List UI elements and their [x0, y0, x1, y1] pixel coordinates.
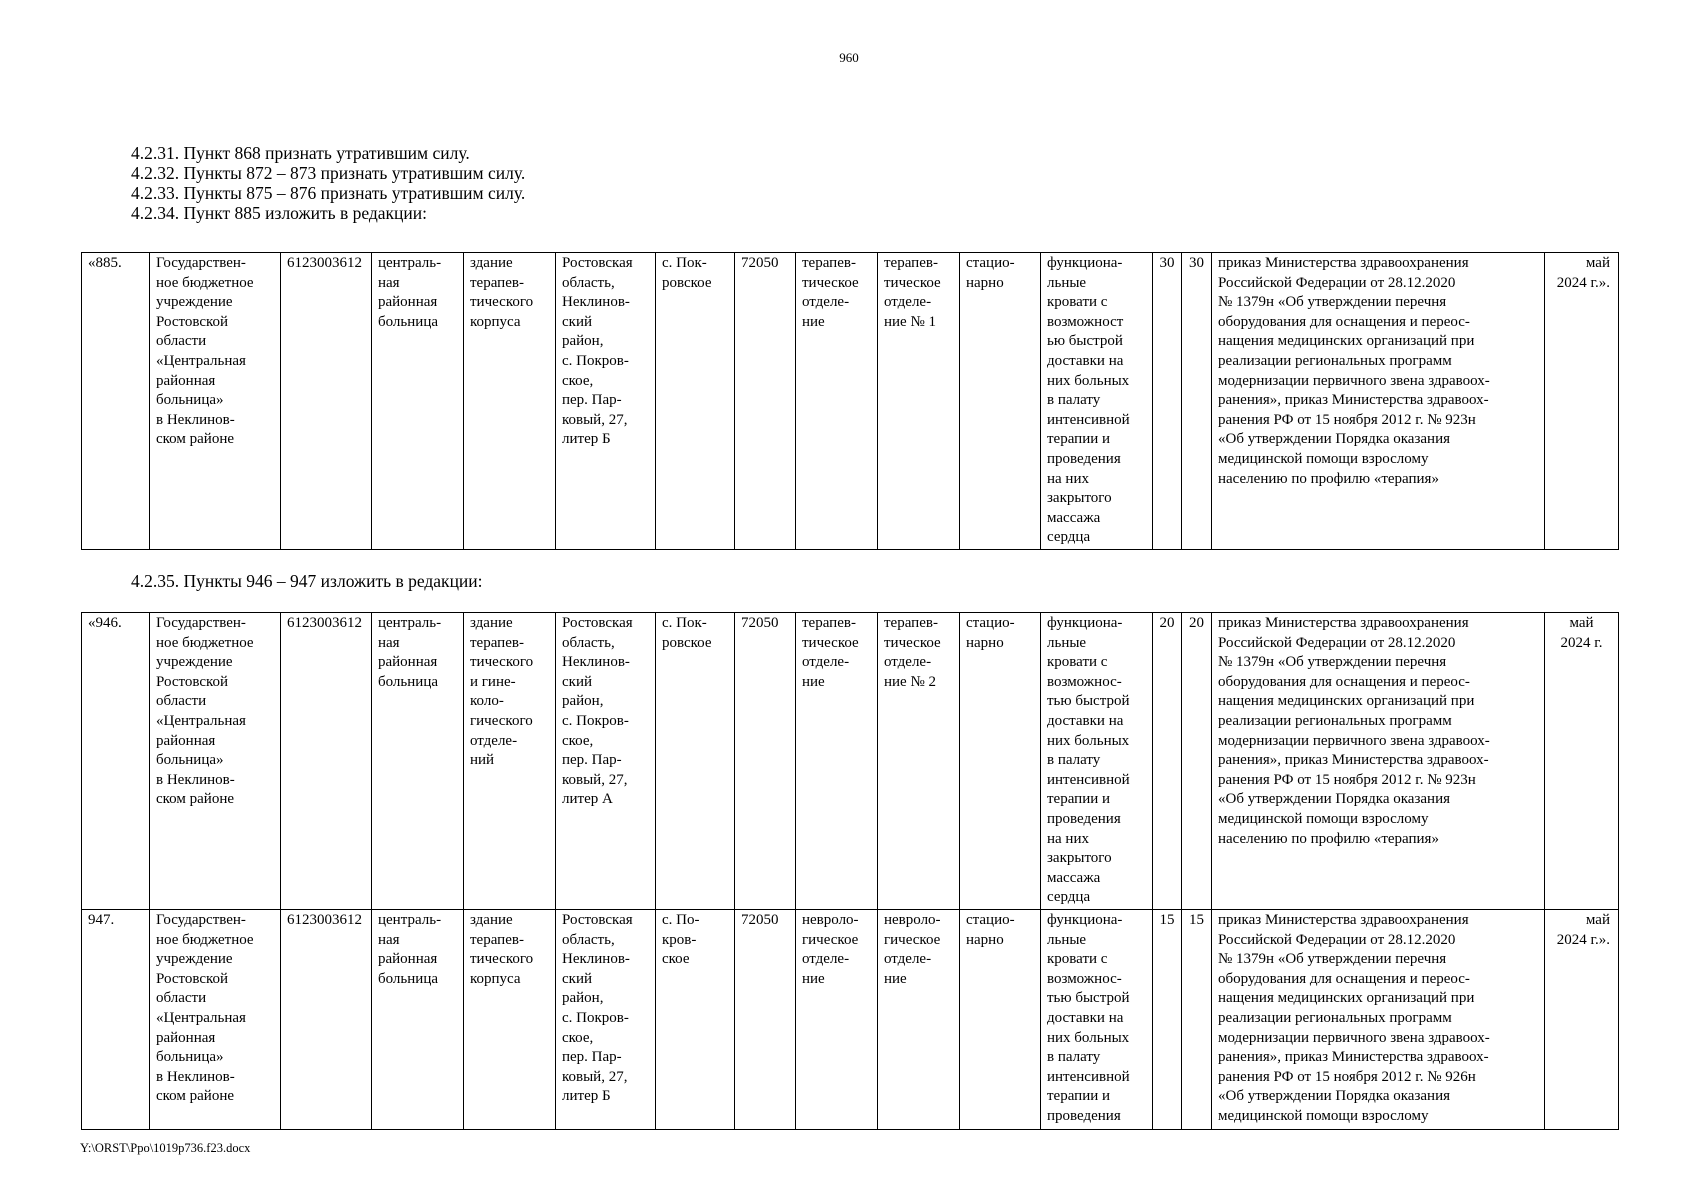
amendment-item: 4.2.34. Пункт 885 изложить в редакции:: [131, 203, 428, 223]
cell-deadline: май 2024 г.».: [1545, 253, 1619, 550]
cell-facility-type: централь- ная районная больница: [372, 613, 464, 910]
cell-equipment: функциона- льные кровати с возможност ью быстрой доставки на них больных в палату интенсивной терапии и проведения на них закрытого массажа сердца: [1041, 253, 1153, 550]
cell-quantity: 20: [1182, 613, 1212, 910]
cell-code: 72050: [735, 613, 796, 910]
cell-code: 72050: [735, 910, 796, 1130]
cell-quantity: 30: [1182, 253, 1212, 550]
cell-locality: с. Пок- ровское: [656, 253, 735, 550]
amendment-item: 4.2.32. Пункты 872 – 873 признать утратившим силу.: [131, 163, 526, 183]
cell-unit: невроло- гическое отделе- ние: [878, 910, 960, 1130]
cell-deadline: май 2024 г.».: [1545, 910, 1619, 1130]
cell-unit: терапев- тическое отделе- ние № 1: [878, 253, 960, 550]
cell-number: «885.: [82, 253, 150, 550]
cell-facility-type: централь- ная районная больница: [372, 253, 464, 550]
cell-unit: терапев- тическое отделе- ние № 2: [878, 613, 960, 910]
cell-care-form: стацио- нарно: [960, 910, 1041, 1130]
cell-organization: Государствен- ное бюджетное учреждение Ростовской области «Центральная районная больница» в Неклинов- ском районе: [150, 910, 281, 1130]
cell-address: Ростовская область, Неклинов- ский район, с. Покров- ское, пер. Пар- ковый, 27, литер Б: [556, 253, 656, 550]
cell-number: «946.: [82, 613, 150, 910]
table-row: [82, 253, 1619, 550]
cell-quantity: 30: [1153, 253, 1182, 550]
amendment-item: 4.2.31. Пункт 868 признать утратившим силу.: [131, 143, 470, 163]
cell-organization: Государствен- ное бюджетное учреждение Ростовской области «Центральная районная больница» в Неклинов- ском районе: [150, 613, 281, 910]
cell-address: Ростовская область, Неклинов- ский район, с. Покров- ское, пер. Пар- ковый, 27, литер Б: [556, 910, 656, 1130]
cell-profile: терапев- тическое отделе- ние: [796, 253, 878, 550]
table-row: [82, 910, 1619, 1130]
cell-number: 947.: [82, 910, 150, 1130]
cell-building: здание терапев- тического и гине- коло- гического отделе- ний: [464, 613, 556, 910]
cell-quantity: 15: [1182, 910, 1212, 1130]
cell-organization: Государствен- ное бюджетное учреждение Ростовской области «Центральная районная больница» в Неклинов- ском районе: [150, 253, 281, 550]
amendment-item: 4.2.35. Пункты 946 – 947 изложить в редакции:: [131, 571, 483, 591]
cell-address: Ростовская область, Неклинов- ский район, с. Покров- ское, пер. Пар- ковый, 27, литер А: [556, 613, 656, 910]
cell-legal-basis: приказ Министерства здравоохранения Российской Федерации от 28.12.2020 № 1379н «Об утверждении перечня оборудования для оснащения и переос- нащения медицинских организаций при реализации региональных программ модернизации первичного звена здравоох- ранения», приказ Министерства здравоох- ранения РФ от 15 ноября 2012 г. № 923н «Об утверждении Порядка оказания медицинской помощи взрослому населению по профилю «терапия»: [1212, 253, 1545, 550]
cell-inn: 6123003612: [281, 253, 372, 550]
amendment-items: [131, 143, 525, 223]
cell-code: 72050: [735, 253, 796, 550]
cell-care-form: стацио- нарно: [960, 613, 1041, 910]
cell-quantity: 20: [1153, 613, 1182, 910]
cell-building: здание терапев- тического корпуса: [464, 910, 556, 1130]
table-row: [82, 613, 1619, 910]
table-item-885: [81, 252, 1619, 550]
cell-legal-basis: приказ Министерства здравоохранения Российской Федерации от 28.12.2020 № 1379н «Об утверждении перечня оборудования для оснащения и переос- нащения медицинских организаций при реализации региональных программ модернизации первичного звена здравоох- ранения», приказ Министерства здравоох- ранения РФ от 15 ноября 2012 г. № 926н «Об утверждении Порядка оказания медицинской помощи взрослому: [1212, 910, 1545, 1130]
cell-quantity: 15: [1153, 910, 1182, 1130]
cell-profile: терапев- тическое отделе- ние: [796, 613, 878, 910]
cell-equipment: функциона- льные кровати с возможнос- тью быстрой доставки на них больных в палату интенсивной терапии и проведения на них закрытого массажа сердца: [1041, 613, 1153, 910]
table-items-946-947: [81, 612, 1619, 1130]
cell-equipment: функциона- льные кровати с возможнос- тью быстрой доставки на них больных в палату интенсивной терапии и проведения: [1041, 910, 1153, 1130]
cell-legal-basis: приказ Министерства здравоохранения Российской Федерации от 28.12.2020 № 1379н «Об утверждении перечня оборудования для оснащения и переос- нащения медицинских организаций при реализации региональных программ модернизации первичного звена здравоох- ранения», приказ Министерства здравоох- ранения РФ от 15 ноября 2012 г. № 923н «Об утверждении Порядка оказания медицинской помощи взрослому населению по профилю «терапия»: [1212, 613, 1545, 910]
cell-locality: с. По- кров- ское: [656, 910, 735, 1130]
cell-profile: невроло- гическое отделе- ние: [796, 910, 878, 1130]
cell-building: здание терапев- тического корпуса: [464, 253, 556, 550]
cell-inn: 6123003612: [281, 910, 372, 1130]
amendment-item: 4.2.33. Пункты 875 – 876 признать утратившим силу.: [131, 183, 526, 203]
file-path-footer: Y:\ORST\Ppo\1019p736.f23.docx: [80, 1141, 251, 1155]
cell-deadline: май 2024 г.: [1545, 613, 1619, 910]
cell-inn: 6123003612: [281, 613, 372, 910]
cell-locality: с. Пок- ровское: [656, 613, 735, 910]
cell-facility-type: централь- ная районная больница: [372, 910, 464, 1130]
page-number: 960: [839, 50, 859, 65]
cell-care-form: стацио- нарно: [960, 253, 1041, 550]
